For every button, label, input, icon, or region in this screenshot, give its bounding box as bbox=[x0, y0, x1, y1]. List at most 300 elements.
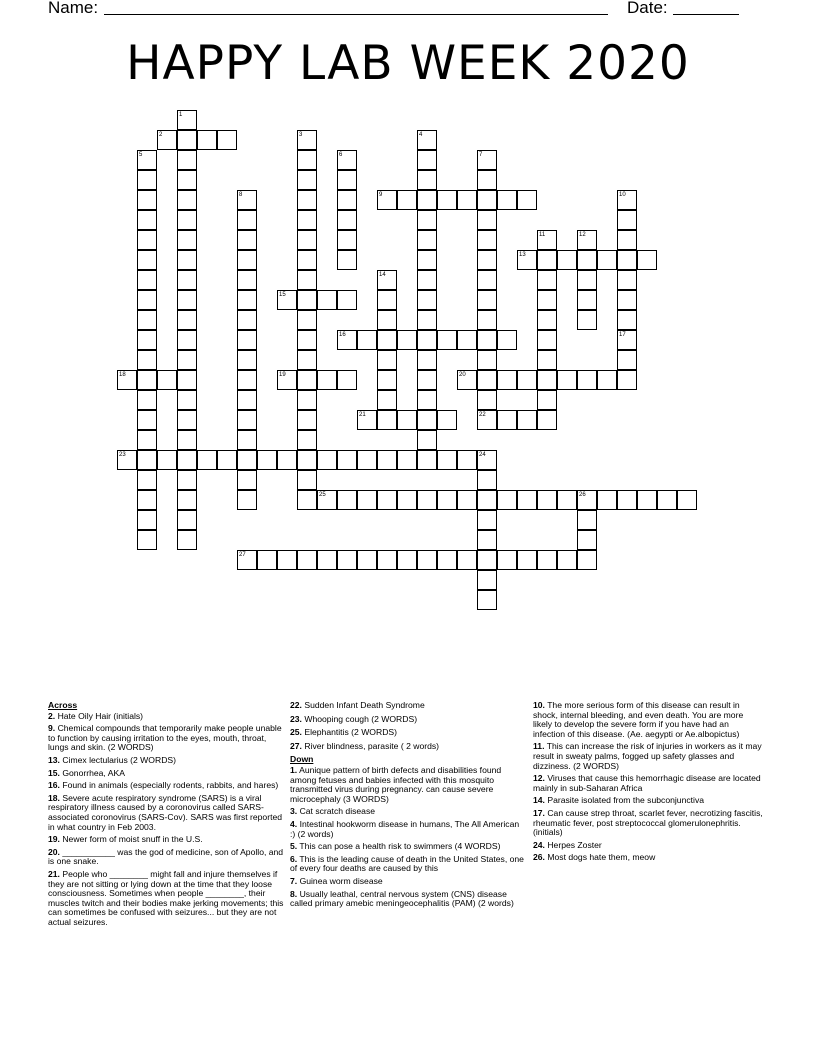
grid-cell[interactable] bbox=[297, 490, 317, 510]
grid-cell[interactable] bbox=[297, 370, 317, 390]
grid-cell[interactable] bbox=[137, 390, 157, 410]
grid-cell[interactable] bbox=[577, 370, 597, 390]
grid-cell[interactable] bbox=[537, 370, 557, 390]
grid-cell[interactable] bbox=[177, 450, 197, 470]
clue-down-6 bbox=[290, 855, 526, 874]
grid-cell[interactable] bbox=[137, 250, 157, 270]
grid-cell[interactable] bbox=[177, 210, 197, 230]
grid-cell[interactable] bbox=[237, 290, 257, 310]
grid-cell[interactable] bbox=[617, 290, 637, 310]
clue-down-17 bbox=[533, 809, 763, 838]
grid-cell[interactable] bbox=[177, 430, 197, 450]
grid-cell[interactable] bbox=[537, 490, 557, 510]
clue-number-label: 17. bbox=[533, 807, 545, 818]
grid-cell[interactable] bbox=[417, 490, 437, 510]
grid-cell[interactable] bbox=[297, 470, 317, 490]
grid-cell[interactable] bbox=[397, 410, 417, 430]
clue-text: Parasite isolated from the subconjunctiva bbox=[547, 795, 705, 806]
grid-cell[interactable] bbox=[177, 530, 197, 550]
grid-cell[interactable] bbox=[597, 250, 617, 270]
grid-cell[interactable] bbox=[577, 250, 597, 270]
clue-down-26 bbox=[533, 853, 763, 863]
grid-cell[interactable] bbox=[377, 450, 397, 470]
grid-cell[interactable] bbox=[537, 330, 557, 350]
grid-cell[interactable] bbox=[237, 430, 257, 450]
grid-cell[interactable] bbox=[397, 550, 417, 570]
grid-cell[interactable] bbox=[177, 170, 197, 190]
grid-cell[interactable] bbox=[297, 290, 317, 310]
grid-cell[interactable] bbox=[337, 450, 357, 470]
clue-number: 21 bbox=[359, 412, 366, 418]
grid-cell[interactable] bbox=[497, 490, 517, 510]
grid-cell[interactable] bbox=[617, 190, 637, 210]
grid-cell[interactable] bbox=[377, 310, 397, 330]
clue-text: Aunique pattern of birth defects and disabilities found among fetuses and babies infected with this mosquito transmitted virus during pregnancy. can cause severe microcephaly (3 WORDS) bbox=[290, 764, 502, 804]
grid-cell[interactable] bbox=[377, 270, 397, 290]
grid-cell[interactable] bbox=[437, 410, 457, 430]
grid-cell[interactable] bbox=[417, 410, 437, 430]
grid-cell[interactable] bbox=[297, 430, 317, 450]
grid-cell[interactable] bbox=[477, 590, 497, 610]
grid-cell[interactable] bbox=[297, 410, 317, 430]
grid-cell[interactable] bbox=[297, 270, 317, 290]
grid-cell[interactable] bbox=[397, 490, 417, 510]
grid-cell[interactable] bbox=[377, 330, 397, 350]
grid-cell[interactable] bbox=[297, 330, 317, 350]
clue-number-label: 23. bbox=[290, 713, 302, 724]
grid-cell[interactable] bbox=[397, 450, 417, 470]
grid-cell[interactable] bbox=[617, 250, 637, 270]
clue-text: This can pose a health risk to swimmers (4 WORDS) bbox=[299, 841, 501, 852]
clue-down-1 bbox=[290, 766, 526, 804]
grid-cell[interactable] bbox=[477, 410, 497, 430]
grid-cell[interactable] bbox=[237, 490, 257, 510]
grid-cell[interactable] bbox=[177, 470, 197, 490]
grid-cell[interactable] bbox=[577, 510, 597, 530]
grid-cell[interactable] bbox=[237, 210, 257, 230]
grid-cell[interactable] bbox=[477, 350, 497, 370]
grid-cell[interactable] bbox=[137, 210, 157, 230]
clue-number-label: 13. bbox=[48, 754, 60, 765]
grid-cell[interactable] bbox=[617, 370, 637, 390]
grid-cell[interactable] bbox=[437, 490, 457, 510]
grid-cell[interactable] bbox=[537, 310, 557, 330]
grid-cell[interactable] bbox=[517, 490, 537, 510]
grid-cell[interactable] bbox=[237, 190, 257, 210]
grid-cell[interactable] bbox=[137, 490, 157, 510]
grid-cell[interactable] bbox=[477, 190, 497, 210]
grid-cell[interactable] bbox=[177, 370, 197, 390]
grid-cell[interactable] bbox=[477, 230, 497, 250]
clue-number-label: 2. bbox=[48, 710, 56, 721]
clue-text: Intestinal hookworm disease in humans, The All American :) (2 words) bbox=[290, 818, 520, 839]
grid-cell[interactable] bbox=[237, 250, 257, 270]
grid-cell[interactable] bbox=[437, 190, 457, 210]
grid-cell[interactable] bbox=[297, 190, 317, 210]
grid-cell[interactable] bbox=[177, 350, 197, 370]
grid-cell[interactable] bbox=[117, 450, 137, 470]
grid-cell[interactable] bbox=[277, 290, 297, 310]
grid-cell[interactable] bbox=[557, 550, 577, 570]
grid-cell[interactable] bbox=[497, 330, 517, 350]
grid-cell[interactable] bbox=[537, 410, 557, 430]
grid-cell[interactable] bbox=[137, 290, 157, 310]
across-heading: Across bbox=[48, 700, 78, 710]
grid-cell[interactable] bbox=[137, 190, 157, 210]
grid-cell[interactable] bbox=[417, 270, 437, 290]
grid-cell[interactable] bbox=[277, 550, 297, 570]
grid-cell[interactable] bbox=[457, 370, 477, 390]
grid-cell[interactable] bbox=[477, 570, 497, 590]
grid-cell[interactable] bbox=[537, 250, 557, 270]
clue-number-label: 15. bbox=[48, 767, 60, 778]
grid-cell[interactable] bbox=[417, 150, 437, 170]
grid-cell[interactable] bbox=[137, 310, 157, 330]
grid-cell[interactable] bbox=[237, 410, 257, 430]
grid-cell[interactable] bbox=[237, 470, 257, 490]
date-field-line[interactable] bbox=[673, 14, 739, 15]
clue-text: Cimex lectularius (2 WORDS) bbox=[62, 754, 176, 765]
clue-across-2 bbox=[48, 712, 284, 722]
clue-number-label: 4. bbox=[290, 818, 298, 829]
grid-cell[interactable] bbox=[337, 170, 357, 190]
grid-cell[interactable] bbox=[517, 550, 537, 570]
grid-cell[interactable] bbox=[617, 490, 637, 510]
clue-number: 19 bbox=[279, 372, 286, 378]
grid-cell[interactable] bbox=[497, 190, 517, 210]
clue-down-12 bbox=[533, 774, 763, 793]
grid-cell[interactable] bbox=[157, 130, 177, 150]
clue-text: ___________ was the god of medicine, son of Apollo, and is one snake. bbox=[48, 846, 284, 867]
grid-cell[interactable] bbox=[457, 330, 477, 350]
grid-cell[interactable] bbox=[157, 450, 177, 470]
grid-cell[interactable] bbox=[417, 190, 437, 210]
grid-cell[interactable] bbox=[497, 550, 517, 570]
grid-cell[interactable] bbox=[337, 230, 357, 250]
grid-cell[interactable] bbox=[277, 450, 297, 470]
clue-text: This can increase the risk of injuries in workers as it may result in sweaty palms, fogged up safety glasses and dizziness. (2 WORDS) bbox=[533, 741, 762, 771]
grid-cell[interactable] bbox=[317, 550, 337, 570]
grid-cell[interactable] bbox=[637, 250, 657, 270]
grid-cell[interactable] bbox=[277, 370, 297, 390]
clue-number: 9 bbox=[379, 192, 383, 198]
grid-cell[interactable] bbox=[137, 370, 157, 390]
grid-cell[interactable] bbox=[297, 250, 317, 270]
grid-cell[interactable] bbox=[657, 490, 677, 510]
grid-cell[interactable] bbox=[477, 370, 497, 390]
grid-cell[interactable] bbox=[257, 450, 277, 470]
clue-number-label: 7. bbox=[290, 875, 298, 886]
grid-cell[interactable] bbox=[557, 490, 577, 510]
grid-cell[interactable] bbox=[337, 290, 357, 310]
grid-cell[interactable] bbox=[177, 510, 197, 530]
grid-cell[interactable] bbox=[297, 230, 317, 250]
grid-cell[interactable] bbox=[417, 130, 437, 150]
grid-cell[interactable] bbox=[237, 550, 257, 570]
grid-cell[interactable] bbox=[377, 190, 397, 210]
clue-number-label: 21. bbox=[48, 868, 60, 879]
grid-cell[interactable] bbox=[297, 390, 317, 410]
grid-cell[interactable] bbox=[377, 370, 397, 390]
clue-number-label: 3. bbox=[290, 806, 298, 817]
clues-column-2 bbox=[290, 701, 526, 912]
grid-cell[interactable] bbox=[557, 250, 577, 270]
grid-cell[interactable] bbox=[177, 310, 197, 330]
clue-number-label: 12. bbox=[533, 773, 545, 784]
grid-cell[interactable] bbox=[477, 210, 497, 230]
grid-cell[interactable] bbox=[137, 170, 157, 190]
grid-cell[interactable] bbox=[537, 270, 557, 290]
grid-cell[interactable] bbox=[297, 450, 317, 470]
grid-cell[interactable] bbox=[537, 550, 557, 570]
grid-cell[interactable] bbox=[397, 330, 417, 350]
grid-cell[interactable] bbox=[237, 230, 257, 250]
grid-cell[interactable] bbox=[417, 330, 437, 350]
grid-cell[interactable] bbox=[637, 490, 657, 510]
grid-cell[interactable] bbox=[477, 390, 497, 410]
grid-cell[interactable] bbox=[377, 410, 397, 430]
grid-cell[interactable] bbox=[217, 130, 237, 150]
grid-cell[interactable] bbox=[517, 370, 537, 390]
clue-across-16 bbox=[48, 781, 284, 791]
clue-text: Gonorrhea, AKA bbox=[62, 767, 125, 778]
grid-cell[interactable] bbox=[417, 370, 437, 390]
grid-cell[interactable] bbox=[397, 190, 417, 210]
grid-cell[interactable] bbox=[377, 350, 397, 370]
grid-cell[interactable] bbox=[137, 430, 157, 450]
grid-cell[interactable] bbox=[537, 350, 557, 370]
grid-cell[interactable] bbox=[357, 490, 377, 510]
grid-cell[interactable] bbox=[317, 490, 337, 510]
grid-cell[interactable] bbox=[297, 170, 317, 190]
grid-cell[interactable] bbox=[177, 130, 197, 150]
grid-cell[interactable] bbox=[577, 310, 597, 330]
grid-cell[interactable] bbox=[597, 370, 617, 390]
grid-cell[interactable] bbox=[137, 330, 157, 350]
grid-cell[interactable] bbox=[617, 310, 637, 330]
grid-cell[interactable] bbox=[477, 550, 497, 570]
grid-cell[interactable] bbox=[417, 310, 437, 330]
grid-cell[interactable] bbox=[337, 550, 357, 570]
grid-cell[interactable] bbox=[177, 230, 197, 250]
grid-cell[interactable] bbox=[417, 450, 437, 470]
grid-cell[interactable] bbox=[237, 330, 257, 350]
grid-cell[interactable] bbox=[377, 550, 397, 570]
grid-cell[interactable] bbox=[457, 490, 477, 510]
grid-cell[interactable] bbox=[137, 410, 157, 430]
grid-cell[interactable] bbox=[317, 370, 337, 390]
grid-cell[interactable] bbox=[237, 350, 257, 370]
grid-cell[interactable] bbox=[577, 290, 597, 310]
grid-cell[interactable] bbox=[617, 230, 637, 250]
clue-number-label: 20. bbox=[48, 846, 60, 857]
grid-cell[interactable] bbox=[197, 450, 217, 470]
grid-cell[interactable] bbox=[237, 270, 257, 290]
grid-cell[interactable] bbox=[577, 490, 597, 510]
grid-cell[interactable] bbox=[537, 290, 557, 310]
clue-number-label: 24. bbox=[533, 839, 545, 850]
grid-cell[interactable] bbox=[137, 450, 157, 470]
grid-cell[interactable] bbox=[237, 310, 257, 330]
grid-cell[interactable] bbox=[137, 270, 157, 290]
grid-cell[interactable] bbox=[357, 330, 377, 350]
grid-cell[interactable] bbox=[577, 230, 597, 250]
grid-cell[interactable] bbox=[337, 490, 357, 510]
grid-cell[interactable] bbox=[297, 210, 317, 230]
grid-cell[interactable] bbox=[617, 210, 637, 230]
clue-across-25 bbox=[290, 728, 526, 738]
grid-cell[interactable] bbox=[297, 310, 317, 330]
grid-cell[interactable] bbox=[457, 450, 477, 470]
grid-cell[interactable] bbox=[357, 450, 377, 470]
grid-cell[interactable] bbox=[517, 410, 537, 430]
grid-cell[interactable] bbox=[477, 330, 497, 350]
grid-cell[interactable] bbox=[177, 290, 197, 310]
grid-cell[interactable] bbox=[477, 170, 497, 190]
grid-cell[interactable] bbox=[317, 290, 337, 310]
clue-text: Most dogs hate them, meow bbox=[547, 852, 656, 863]
grid-cell[interactable] bbox=[417, 250, 437, 270]
clue-text: Found in animals (especially rodents, rabbits, and hares) bbox=[62, 780, 279, 791]
grid-cell[interactable] bbox=[317, 450, 337, 470]
grid-cell[interactable] bbox=[197, 130, 217, 150]
clue-number-label: 6. bbox=[290, 853, 298, 864]
clue-text: River blindness, parasite ( 2 words) bbox=[304, 740, 440, 751]
grid-cell[interactable] bbox=[437, 330, 457, 350]
grid-cell[interactable] bbox=[337, 190, 357, 210]
grid-cell[interactable] bbox=[477, 510, 497, 530]
grid-cell[interactable] bbox=[417, 210, 437, 230]
grid-cell[interactable] bbox=[417, 550, 437, 570]
grid-cell[interactable] bbox=[417, 290, 437, 310]
grid-cell[interactable] bbox=[457, 190, 477, 210]
grid-cell[interactable] bbox=[337, 370, 357, 390]
grid-cell[interactable] bbox=[377, 490, 397, 510]
grid-cell[interactable] bbox=[677, 490, 697, 510]
grid-cell[interactable] bbox=[457, 550, 477, 570]
grid-cell[interactable] bbox=[237, 450, 257, 470]
grid-cell[interactable] bbox=[477, 310, 497, 330]
grid-cell[interactable] bbox=[597, 490, 617, 510]
clue-across-27 bbox=[290, 742, 526, 752]
grid-cell[interactable] bbox=[297, 130, 317, 150]
clue-text: Elephantitis (2 WORDS) bbox=[304, 727, 397, 738]
clue-number: 4 bbox=[419, 132, 423, 138]
grid-cell[interactable] bbox=[477, 450, 497, 470]
grid-cell[interactable] bbox=[497, 410, 517, 430]
clue-text: Hate Oily Hair (initials) bbox=[57, 710, 144, 721]
grid-cell[interactable] bbox=[337, 150, 357, 170]
grid-cell[interactable] bbox=[337, 250, 357, 270]
grid-cell[interactable] bbox=[137, 150, 157, 170]
grid-cell[interactable] bbox=[437, 550, 457, 570]
grid-cell[interactable] bbox=[137, 230, 157, 250]
grid-cell[interactable] bbox=[477, 490, 497, 510]
grid-cell[interactable] bbox=[177, 150, 197, 170]
clue-number: 10 bbox=[619, 192, 626, 198]
grid-cell[interactable] bbox=[577, 530, 597, 550]
grid-cell[interactable] bbox=[337, 210, 357, 230]
grid-cell[interactable] bbox=[137, 470, 157, 490]
grid-cell[interactable] bbox=[237, 370, 257, 390]
grid-cell[interactable] bbox=[257, 550, 277, 570]
grid-cell[interactable] bbox=[437, 450, 457, 470]
grid-cell[interactable] bbox=[177, 490, 197, 510]
grid-cell[interactable] bbox=[477, 470, 497, 490]
clue-text: Cat scratch disease bbox=[299, 806, 376, 817]
grid-cell[interactable] bbox=[297, 350, 317, 370]
clue-number-label: 18. bbox=[48, 792, 60, 803]
grid-cell[interactable] bbox=[157, 370, 177, 390]
name-field-line[interactable] bbox=[104, 14, 608, 15]
clue-number-label: 5. bbox=[290, 841, 298, 852]
grid-cell[interactable] bbox=[617, 350, 637, 370]
grid-cell[interactable] bbox=[617, 330, 637, 350]
grid-cell[interactable] bbox=[417, 170, 437, 190]
grid-cell[interactable] bbox=[297, 150, 317, 170]
grid-cell[interactable] bbox=[217, 450, 237, 470]
grid-cell[interactable] bbox=[617, 270, 637, 290]
clue-number: 7 bbox=[479, 152, 483, 158]
grid-cell[interactable] bbox=[417, 430, 437, 450]
grid-cell[interactable] bbox=[337, 330, 357, 350]
grid-cell[interactable] bbox=[537, 230, 557, 250]
grid-cell[interactable] bbox=[517, 250, 537, 270]
grid-cell[interactable] bbox=[137, 530, 157, 550]
grid-cell[interactable] bbox=[417, 390, 437, 410]
grid-cell[interactable] bbox=[377, 390, 397, 410]
grid-cell[interactable] bbox=[417, 350, 437, 370]
grid-cell[interactable] bbox=[477, 250, 497, 270]
grid-cell[interactable] bbox=[357, 550, 377, 570]
grid-cell[interactable] bbox=[517, 190, 537, 210]
grid-cell[interactable] bbox=[477, 150, 497, 170]
grid-cell[interactable] bbox=[177, 270, 197, 290]
grid-cell[interactable] bbox=[577, 270, 597, 290]
grid-cell[interactable] bbox=[137, 350, 157, 370]
clue-number: 20 bbox=[459, 372, 466, 378]
grid-cell[interactable] bbox=[177, 410, 197, 430]
grid-cell[interactable] bbox=[557, 370, 577, 390]
grid-cell[interactable] bbox=[477, 530, 497, 550]
grid-cell[interactable] bbox=[477, 270, 497, 290]
clue-number-label: 9. bbox=[48, 723, 56, 734]
grid-cell[interactable] bbox=[117, 370, 137, 390]
grid-cell[interactable] bbox=[137, 510, 157, 530]
grid-cell[interactable] bbox=[177, 390, 197, 410]
clue-text: Viruses that cause this hemorrhagic disease are located mainly in sub-Saharan Africa bbox=[533, 773, 761, 793]
grid-cell[interactable] bbox=[177, 110, 197, 130]
grid-cell[interactable] bbox=[417, 230, 437, 250]
grid-cell[interactable] bbox=[177, 330, 197, 350]
grid-cell[interactable] bbox=[497, 370, 517, 390]
clue-number: 25 bbox=[319, 492, 326, 498]
grid-cell[interactable] bbox=[377, 290, 397, 310]
clue-number-label: 16. bbox=[48, 780, 60, 791]
grid-cell[interactable] bbox=[477, 290, 497, 310]
clue-text: Newer form of moist snuff in the U.S. bbox=[62, 834, 203, 845]
clue-number: 27 bbox=[239, 552, 246, 558]
grid-cell[interactable] bbox=[357, 410, 377, 430]
grid-cell[interactable] bbox=[577, 550, 597, 570]
grid-cell[interactable] bbox=[177, 190, 197, 210]
grid-cell[interactable] bbox=[537, 390, 557, 410]
grid-cell[interactable] bbox=[297, 550, 317, 570]
grid-cell[interactable] bbox=[177, 250, 197, 270]
clues-column-1 bbox=[48, 701, 284, 930]
clue-number: 17 bbox=[619, 332, 626, 338]
grid-cell[interactable] bbox=[237, 390, 257, 410]
